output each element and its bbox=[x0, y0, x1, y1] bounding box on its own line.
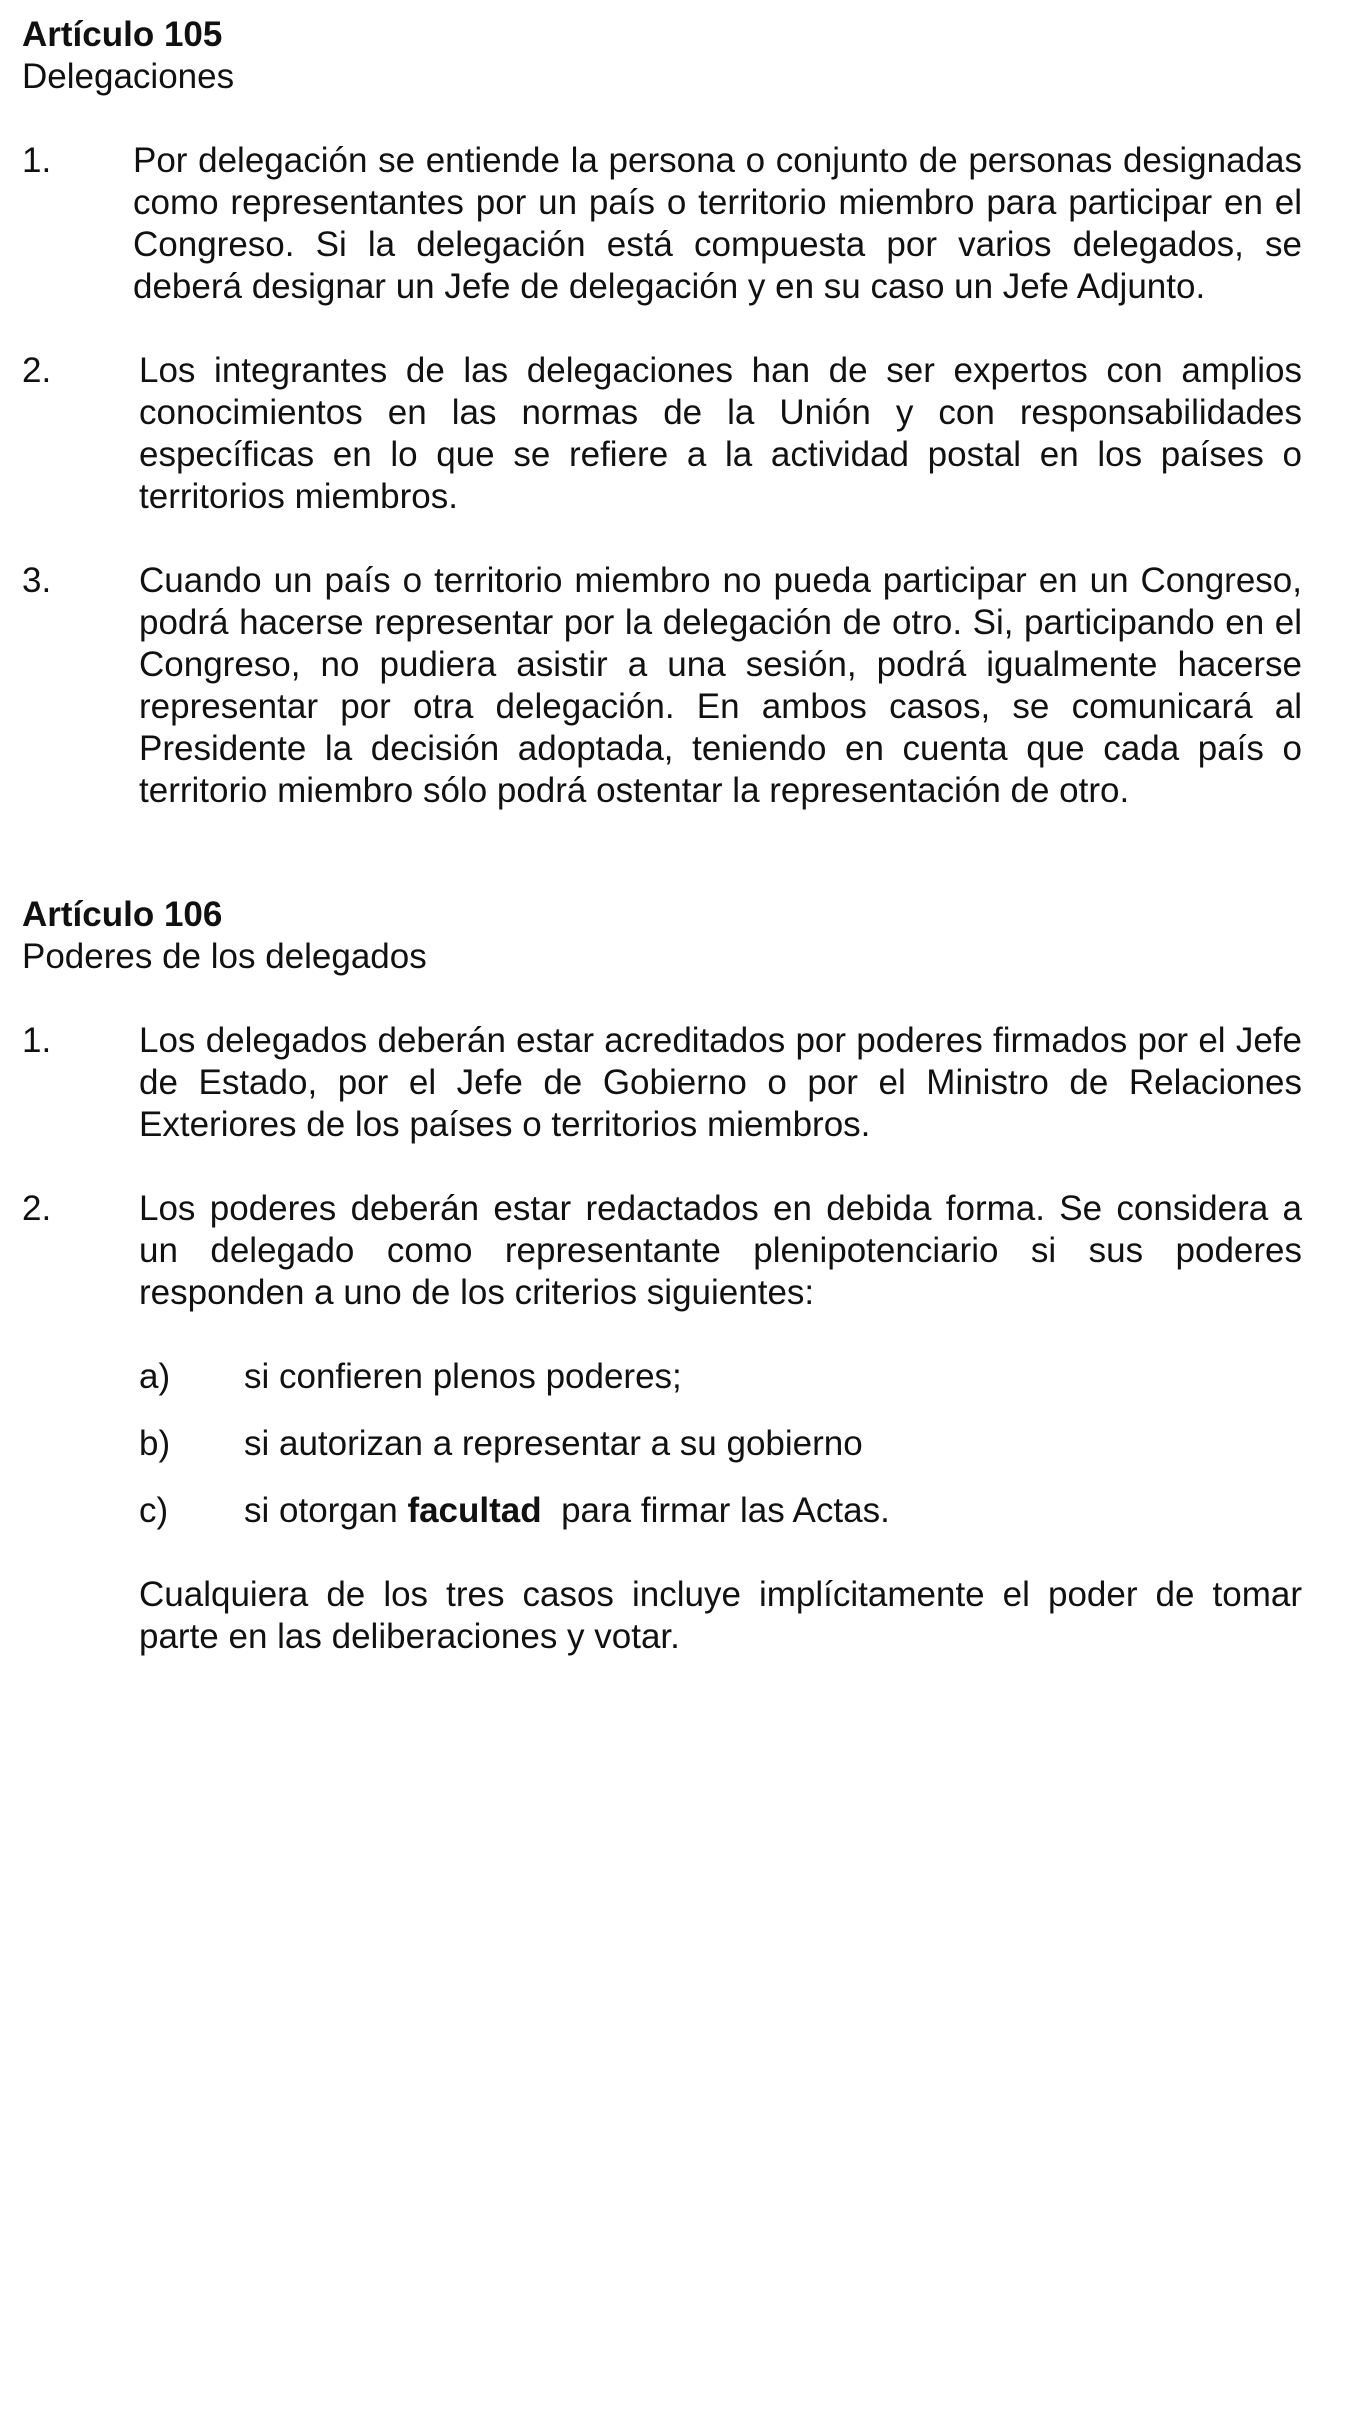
article-106-item-2 bbox=[22, 1188, 1302, 1658]
criteria-text-before: si otorgan bbox=[244, 1491, 408, 1530]
article-spacer bbox=[22, 854, 1302, 894]
item-number: 1. bbox=[22, 141, 52, 180]
item-text: Por delegación se entiende la persona o conjunto de personas designadas como representantes por un país o territorio miembro para participar en el Congreso. Si la delegación está compuesta por varios delegados, se deberá designar un Jefe de delegación y en su caso un Jefe Adjunto. bbox=[133, 141, 1302, 306]
criteria-letter: a) bbox=[139, 1357, 171, 1396]
article-106-subtitle: Poderes de los delegados bbox=[22, 937, 427, 976]
article-106-title: Artículo 106 bbox=[22, 895, 223, 934]
criteria-item-b bbox=[139, 1423, 1302, 1465]
criteria-item-a bbox=[139, 1356, 1302, 1398]
criteria-text: si autorizan a representar a su gobierno bbox=[244, 1424, 863, 1463]
article-105-title: Artículo 105 bbox=[22, 15, 223, 54]
article-106-item-1 bbox=[22, 1020, 1302, 1146]
item-text bbox=[139, 1188, 1302, 1658]
criteria-letter: c) bbox=[139, 1491, 169, 1530]
article-105-subtitle: Delegaciones bbox=[22, 57, 235, 96]
criteria-list bbox=[139, 1356, 1302, 1532]
item-text: Los integrantes de las delegaciones han de ser expertos con amplios conocimientos en las normas de la Unión y con responsabilidades específicas en lo que se refiere a la actividad postal en los países o territorios miembros. bbox=[139, 351, 1302, 516]
criteria-text-bold: facultad bbox=[407, 1491, 542, 1530]
document-page bbox=[22, 14, 1302, 1658]
article-105-item-1 bbox=[22, 140, 1302, 308]
criteria-item-c bbox=[139, 1490, 1302, 1532]
criteria-text bbox=[244, 1490, 1302, 1532]
article-105-item-2 bbox=[22, 350, 1302, 518]
article-105-items bbox=[22, 140, 1302, 812]
criteria-letter: b) bbox=[139, 1424, 171, 1463]
article-105 bbox=[22, 14, 1302, 812]
article-106-items bbox=[22, 1020, 1302, 1658]
article-105-item-3 bbox=[22, 560, 1302, 812]
criteria-text-after: para firmar las Actas. bbox=[541, 1491, 890, 1530]
item-text: Los delegados deberán estar acreditados por poderes firmados por el Jefe de Estado, por el Jefe de Gobierno o por el Ministro de Relaciones Exteriores de los países o territorios miembros. bbox=[139, 1021, 1302, 1144]
criteria-text: si confieren plenos poderes; bbox=[244, 1357, 682, 1396]
article-106 bbox=[22, 894, 1302, 1658]
item-number: 2. bbox=[22, 351, 52, 390]
item-number: 1. bbox=[22, 1021, 52, 1060]
item-text-paragraph: Los poderes deberán estar redactados en debida forma. Se considera a un delegado como representante plenipotenciario si sus poderes responden a uno de los criterios siguientes: bbox=[139, 1189, 1302, 1312]
item-text: Cuando un país o territorio miembro no pueda participar en un Congreso, podrá hacerse representar por la delegación de otro. Si, participando en el Congreso, no pudiera asistir a una sesión, podrá igualmente hacerse representar por otra delegación. En ambos casos, se comunicará al Presidente la decisión adoptada, teniendo en cuenta que cada país o territorio miembro sólo podrá ostentar la representación de otro. bbox=[139, 561, 1302, 810]
closing-paragraph: Cualquiera de los tres casos incluye implícitamente el poder de tomar parte en las deliberaciones y votar. bbox=[139, 1575, 1302, 1656]
item-number: 2. bbox=[22, 1189, 52, 1228]
item-number: 3. bbox=[22, 561, 52, 600]
